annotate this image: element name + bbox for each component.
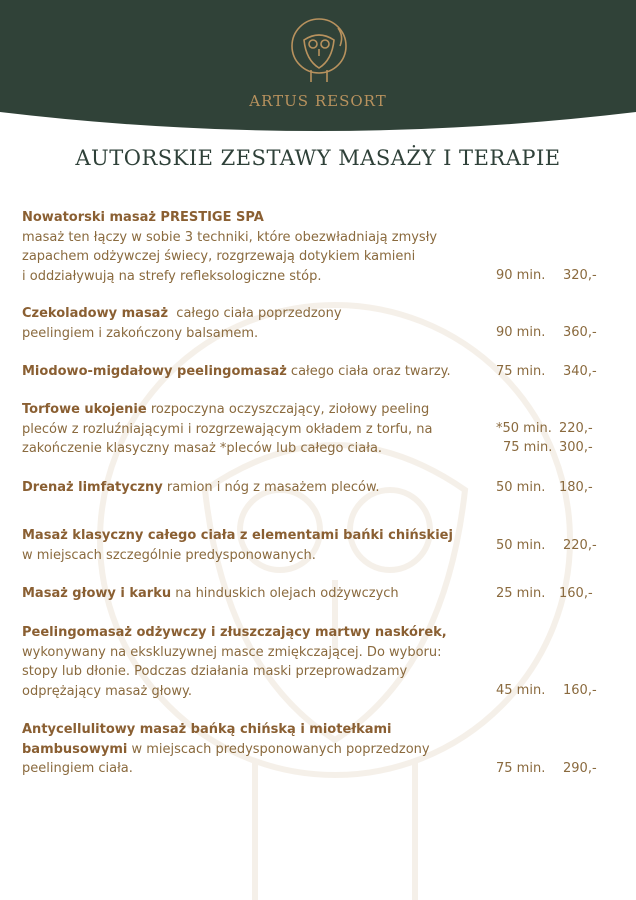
treatment-duration: 50 min. — [496, 480, 546, 495]
treatment-price: 300,- — [559, 440, 593, 455]
treatment-duration: 90 min. — [496, 325, 546, 340]
page-title: AUTORSKIE ZESTAWY MASAŻY I TERAPIE — [75, 146, 561, 170]
treatment-name: Drenaż limfatyczny — [22, 480, 163, 495]
treatment-price: 220,- — [563, 538, 597, 553]
treatment-description: całego ciała oraz twarzy. — [286, 364, 451, 379]
owl-logo-icon — [288, 16, 350, 86]
treatment-description: i oddziaływują na strefy refleksologiczne stóp. — [22, 268, 322, 284]
treatment-name: Antycellulitowy masaż bańką chińską i miotełkami — [22, 722, 392, 737]
treatment-description: peelingiem ciała. — [22, 761, 133, 776]
treatment-price: 340,- — [563, 364, 597, 379]
treatment-duration: 90 min. — [496, 268, 546, 283]
treatment-description: w miejscach predysponowanych poprzedzony — [127, 741, 430, 757]
treatment-price: 320,- — [563, 268, 597, 283]
treatment-description: masaż ten łączy w sobie 3 techniki, które obezwładniają zmysły — [22, 229, 438, 245]
treatment-name: bambusowymi — [22, 741, 128, 757]
treatment-price: 160,- — [559, 586, 593, 601]
treatment-description: odprężający masaż głowy. — [22, 683, 192, 699]
treatment-description: wykonywany na ekskluzywnej masce zmiękczającej. Do wyboru: — [22, 644, 442, 660]
treatment-name: Nowatorski masaż PRESTIGE SPA — [22, 210, 264, 225]
brand-name: ARTUS RESORT — [249, 92, 387, 110]
treatment-name: Masaż głowy i karku — [22, 586, 172, 601]
treatment-duration: 25 min. — [496, 586, 546, 601]
treatment-description: zakończenie klasyczny masaż *pleców lub całego ciała. — [22, 441, 383, 456]
treatment-price: 290,- — [563, 761, 597, 776]
treatment-name: Czekoladowy masaż — [22, 306, 169, 321]
treatment-description: stopy lub dłonie. Podczas działania maski przeprowadzamy — [22, 664, 408, 679]
treatment-description: zapachem odżywczej świecy, rozgrzewają dotykiem kamieni — [22, 249, 416, 264]
treatment-name: Masaż klasyczny całego ciała z elementami bańki chińskiej — [22, 528, 453, 543]
treatment-price: 360,- — [563, 325, 597, 340]
treatment-name: Miodowo-migdałowy peelingomasaż — [22, 364, 287, 379]
treatment-duration: 75 min. — [496, 761, 546, 776]
treatment-name: Peelingomasaż odżywczy i złuszczający martwy naskórek, — [22, 625, 447, 640]
treatment-price: 180,- — [559, 480, 593, 495]
treatment-description: pleców z rozluźniającymi i rozgrzewającym okładem z torfu, na — [22, 421, 433, 437]
header-banner — [0, 0, 636, 140]
treatment-price: 160,- — [563, 683, 597, 698]
treatment-duration: 75 min. — [496, 364, 546, 379]
treatment-duration: 45 min. — [496, 683, 546, 698]
treatment-description: na hinduskich olejach odżywczych — [171, 586, 399, 601]
treatment-description: rozpoczyna oczyszczający, ziołowy peeling — [146, 402, 430, 417]
treatment-name: Torfowe ukojenie — [22, 402, 147, 417]
treatment-description: ramion i nóg z masażem pleców. — [162, 480, 380, 495]
treatment-duration: *50 min. — [496, 421, 552, 436]
treatment-description: całego ciała poprzedzony — [168, 306, 342, 321]
treatment-duration: 75 min. — [503, 440, 553, 455]
treatment-description: w miejscach szczególnie predysponowanych. — [22, 547, 316, 563]
treatment-price: 220,- — [559, 421, 593, 436]
treatment-duration: 50 min. — [496, 538, 546, 553]
treatment-description: peelingiem i zakończony balsamem. — [22, 325, 259, 341]
